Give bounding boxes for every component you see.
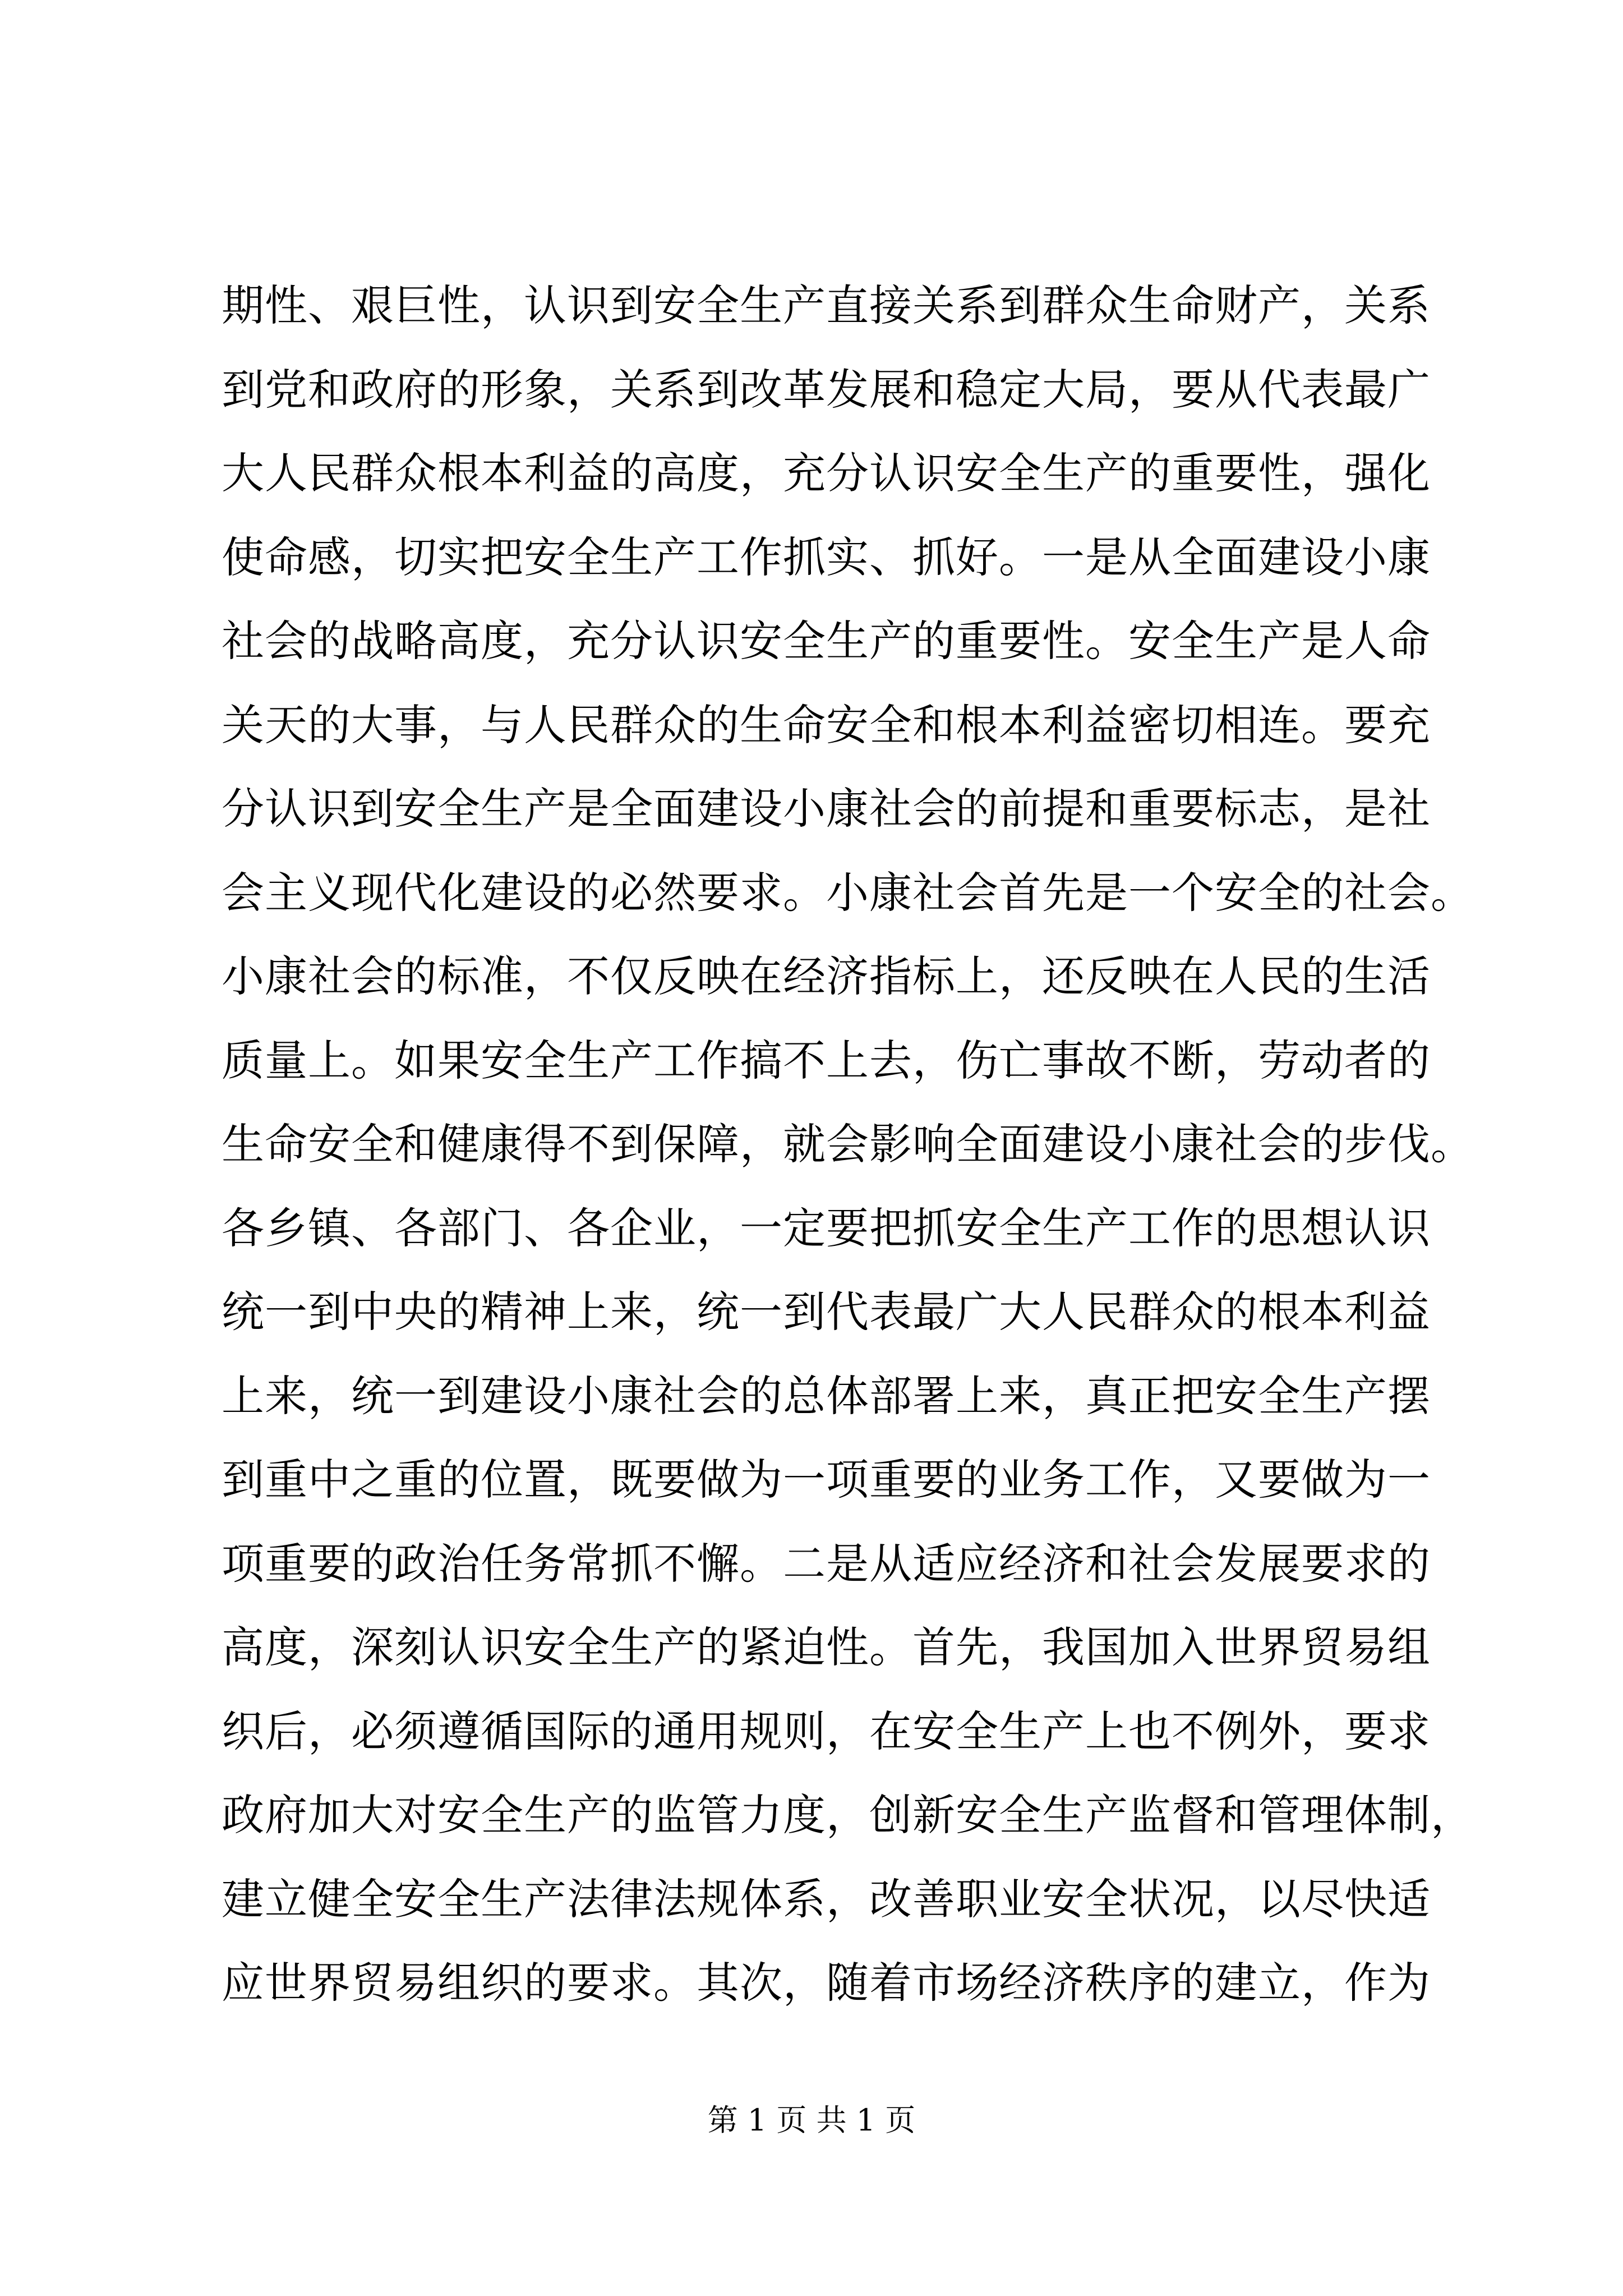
text-line: 统一到中央的精神上来，统一到代表最广大人民群众的根本利益 [222,1287,1431,1337]
text-line: 期性、艰巨性，认识到安全生产直接关系到群众生命财产，关系 [222,280,1431,330]
text-line: 建立健全安全生产法律法规体系，改善职业安全状况，以尽快适 [222,1874,1431,1924]
text-line: 各乡镇、各部门、各企业，一定要把抓安全生产工作的思想认识 [222,1203,1431,1253]
text-line: 织后，必须遵循国际的通用规则，在安全生产上也不例外，要求 [222,1706,1431,1756]
text-line: 到重中之重的位置，既要做为一项重要的业务工作，又要做为一 [222,1455,1431,1504]
text-line: 应世界贸易组织的要求。其次，随着市场经济秩序的建立，作为 [222,1958,1431,2008]
text-line: 小康社会的标准，不仅反映在经济指标上，还反映在人民的生活 [222,951,1431,1001]
body-text [222,264,1474,2025]
text-line: 生命安全和健康得不到保障，就会影响全面建设小康社会的步伐。 [222,1119,1474,1169]
text-line: 会主义现代化建设的必然要求。小康社会首先是一个安全的社会。 [222,867,1474,918]
text-line: 项重要的政治任务常抓不懈。二是从适应经济和社会发展要求的 [222,1538,1431,1589]
text-line: 政府加大对安全生产的监管力度，创新安全生产监督和管理体制， [222,1790,1474,1840]
text-line: 社会的战略高度，充分认识安全生产的重要性。安全生产是人命 [222,616,1431,666]
text-line: 上来，统一到建设小康社会的总体部署上来，真正把安全生产摆 [222,1370,1431,1421]
text-line: 分认识到安全生产是全面建设小康社会的前提和重要标志，是社 [222,784,1431,834]
text-line: 使命感，切实把安全生产工作抓实、抓好。一是从全面建设小康 [222,532,1431,582]
text-line: 大人民群众根本利益的高度，充分认识安全生产的重要性，强化 [222,448,1431,498]
text-line: 到党和政府的形象，关系到改革发展和稳定大局，要从代表最广 [222,364,1431,415]
text-line: 关天的大事，与人民群众的生命安全和根本利益密切相连。要充 [222,700,1431,750]
page-number-footer: 第 1 页 共 1 页 [707,2102,916,2138]
text-line: 高度，深刻认识安全生产的紧迫性。首先，我国加入世界贸易组 [222,1622,1431,1672]
text-line: 质量上。如果安全生产工作搞不上去，伤亡事故不断，劳动者的 [222,1035,1431,1085]
